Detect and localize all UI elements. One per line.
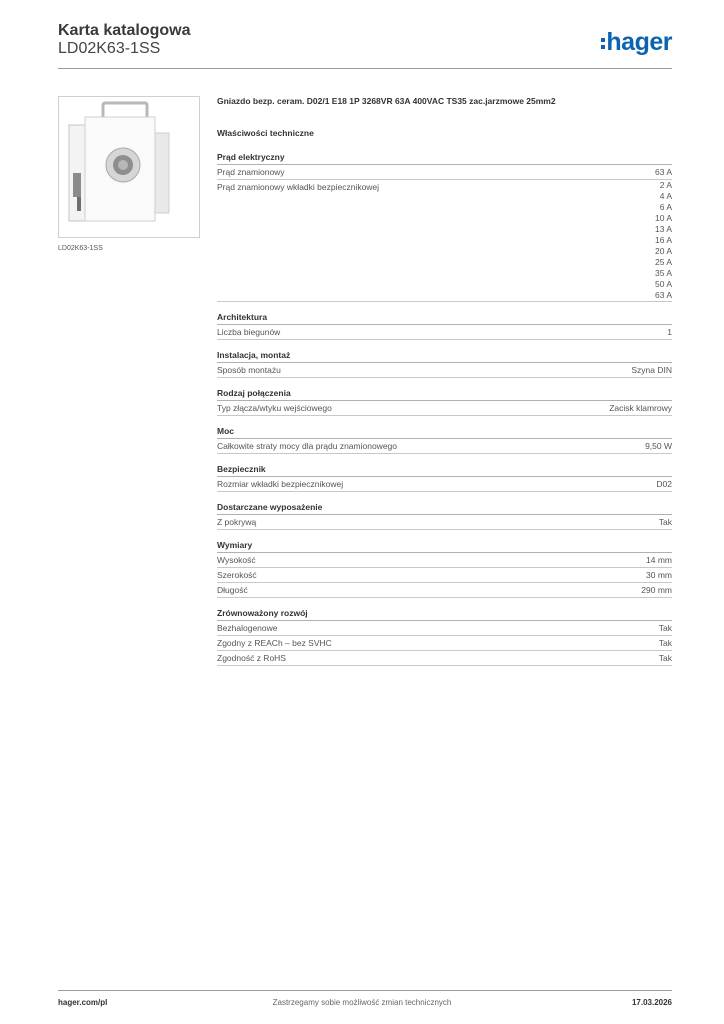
section-title: Moc — [217, 426, 672, 439]
image-caption: LD02K63-1SS — [58, 245, 103, 252]
spec-value: 25 A — [654, 257, 672, 267]
footer-disclaimer: Zastrzegamy sobie możliwość zmian technicznych — [272, 998, 452, 1007]
section-power — [217, 426, 672, 454]
section-electric-current — [217, 152, 672, 302]
header-divider — [58, 68, 672, 69]
section-installation — [217, 350, 672, 378]
product-description: Gniazdo bezp. ceram. D02/1 E18 1P 3268VR 63A 400VAC TS35 zac.jarzmowe 25mm2 — [217, 96, 556, 106]
spec-value: 35 A — [654, 268, 672, 278]
spec-value: D02 — [656, 479, 672, 489]
product-code: LD02K63-1SS — [58, 40, 161, 57]
spec-value: 50 A — [654, 279, 672, 289]
spec-value: 14 mm — [646, 555, 672, 565]
spec-value: Tak — [658, 623, 672, 633]
spec-label: Z pokrywą — [217, 517, 257, 527]
spec-row — [217, 553, 672, 568]
spec-value: 2 A — [659, 180, 672, 190]
spec-value: 9,50 W — [645, 441, 672, 451]
spec-row — [217, 165, 672, 180]
section-title: Dostarczane wyposażenie — [217, 502, 672, 515]
spec-row — [217, 651, 672, 666]
spec-row — [217, 325, 672, 340]
spec-value: 13 A — [654, 224, 672, 234]
spec-label: Sposób montażu — [217, 365, 281, 375]
spec-row — [217, 363, 672, 378]
spec-row — [217, 477, 672, 492]
fuse-base-illustration — [59, 97, 199, 237]
spec-label: Długość — [217, 585, 248, 595]
spec-row — [217, 636, 672, 651]
logo-text: hager — [606, 28, 672, 56]
spec-row — [217, 439, 672, 454]
spec-label: Rozmiar wkładki bezpiecznikowej — [217, 479, 344, 489]
spec-label: Prąd znamionowy wkładki bezpiecznikowej — [217, 182, 380, 192]
spec-value: 4 A — [659, 191, 672, 201]
section-sustainability — [217, 608, 672, 666]
section-fuse — [217, 464, 672, 492]
section-title: Architektura — [217, 312, 672, 325]
spec-row — [217, 515, 672, 530]
footer-divider — [58, 990, 672, 991]
spec-label: Zgodny z REACh – bez SVHC — [217, 638, 332, 648]
section-connection-type — [217, 388, 672, 416]
spec-label: Bezhalogenowe — [217, 623, 278, 633]
spec-value: Zacisk klamrowy — [609, 403, 672, 413]
section-title: Instalacja, montaż — [217, 350, 672, 363]
section-dimensions — [217, 540, 672, 598]
section-supplied-equipment — [217, 502, 672, 530]
spec-value: Tak — [658, 638, 672, 648]
footer-date: 17.03.2026 — [631, 998, 672, 1007]
spec-value: Tak — [658, 517, 672, 527]
spec-row — [217, 180, 672, 302]
spec-row — [217, 568, 672, 583]
spec-value: Szyna DIN — [631, 365, 672, 375]
spec-value: 20 A — [654, 246, 672, 256]
section-title: Rodzaj połączenia — [217, 388, 672, 401]
spec-label: Typ złącza/wtyku wejściowego — [217, 403, 332, 413]
spec-label: Wysokość — [217, 555, 256, 565]
document-title: Karta katalogowa — [58, 22, 191, 39]
spec-label: Liczba biegunów — [217, 327, 281, 337]
section-title: Bezpiecznik — [217, 464, 672, 477]
spec-row — [217, 621, 672, 636]
spec-value-list — [655, 180, 672, 301]
spec-row — [217, 401, 672, 416]
spec-label: Całkowite straty mocy dla prądu znamionowego — [217, 441, 398, 451]
spec-value: 63 A — [654, 290, 672, 300]
product-image[interactable] — [58, 96, 200, 238]
spec-label: Szerokość — [217, 570, 257, 580]
section-title: Zrównoważony rozwój — [217, 608, 672, 621]
spec-value: 10 A — [654, 213, 672, 223]
spec-value: 6 A — [659, 202, 672, 212]
spec-value: 1 — [667, 327, 672, 337]
spec-value: 290 mm — [641, 585, 672, 595]
section-title: Wymiary — [217, 540, 672, 553]
spec-value: 63 A — [654, 167, 672, 177]
hager-logo[interactable] — [601, 28, 672, 57]
logo-dots-icon — [601, 35, 605, 52]
spec-label: Prąd znamionowy — [217, 167, 285, 177]
spec-value: 16 A — [654, 235, 672, 245]
spec-content — [217, 96, 672, 676]
spec-value: 30 mm — [646, 570, 672, 580]
footer-website-link[interactable]: hager.com/pl — [58, 998, 108, 1007]
spec-row — [217, 583, 672, 598]
spec-label: Zgodność z RoHS — [217, 653, 286, 663]
section-title: Prąd elektryczny — [217, 152, 672, 165]
section-architecture — [217, 312, 672, 340]
spec-value: Tak — [658, 653, 672, 663]
technical-properties-title: Właściwości techniczne — [217, 128, 314, 138]
